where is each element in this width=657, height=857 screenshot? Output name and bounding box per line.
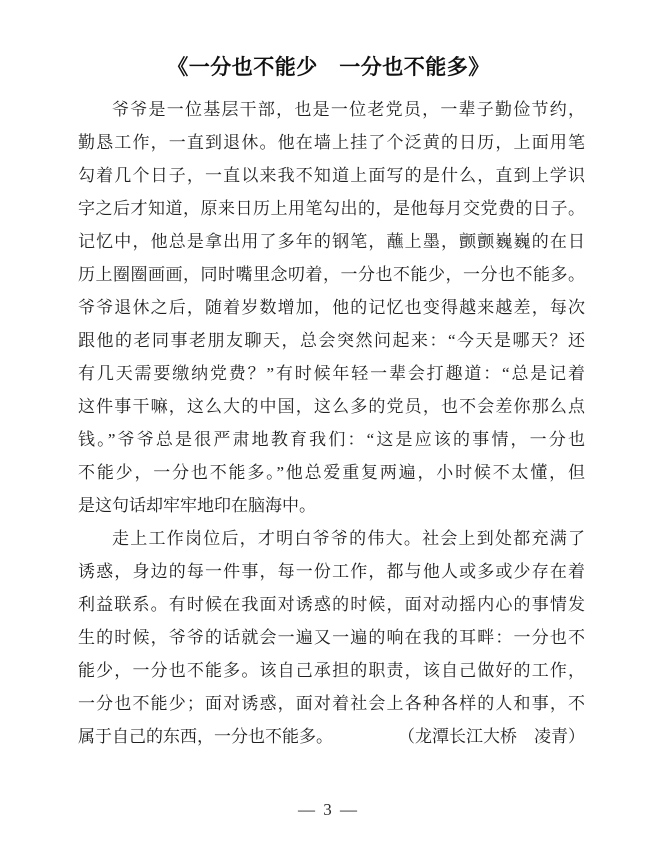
text-line: 勤恳工作，一直到退休。他在墙上挂了个泛黄的日历，上面用笔	[78, 133, 585, 152]
document-body	[78, 93, 585, 753]
text-line: 能少，一分也不能多。该自己承担的职责，该自己做好的工作，	[78, 661, 585, 680]
text-line: 是这句话却牢牢地印在脑海中。	[78, 496, 316, 515]
paragraph-1	[78, 93, 585, 522]
closing-line	[78, 720, 585, 753]
document-title: 《一分也不能少 一分也不能多》	[167, 56, 490, 79]
paragraph-2	[78, 522, 585, 753]
page-number: — 3 —	[298, 800, 359, 819]
text-line: 钱。”爷爷总是很严肃地教育我们：“这是应该的事情，一分也	[78, 430, 585, 449]
text-line: 爷爷退休之后，随着岁数增加，他的记忆也变得越来越差，每次	[78, 298, 585, 317]
text-line: 利益联系。有时候在我面对诱惑的时候，面对动摇内心的事情发	[78, 595, 585, 614]
text-line: 诱惑，身边的每一件事，每一份工作，都与他人或多或少存在着	[78, 562, 585, 581]
closing-text: 属于自己的东西，一分也不能多。	[78, 727, 333, 746]
text-line: 记忆中，他总是拿出用了多年的钢笔，蘸上墨，颤颤巍巍的在日	[78, 232, 585, 251]
text-line: 字之后才知道，原来日历上用笔勾出的，是他每月交党费的日子。	[78, 199, 585, 218]
text-line: 有几天需要缴纳党费？”有时候年轻一辈会打趣道：“总是记着	[78, 364, 585, 383]
text-line: 这件事干嘛，这么大的中国，这么多的党员，也不会差你那么点	[78, 397, 585, 416]
text-line: 走上工作岗位后，才明白爷爷的伟大。社会上到处都充满了	[112, 529, 585, 548]
author-attribution: （龙潭长江大桥 凌青）	[398, 727, 585, 746]
text-line: 历上圈圈画画，同时嘴里念叨着，一分也不能少，一分也不能多。	[78, 265, 585, 284]
text-line: 不能少，一分也不能多。”他总爱重复两遍，小时候不太懂，但	[78, 463, 585, 482]
text-line: 跟他的老同事老朋友聊天，总会突然问起来：“今天是哪天？还	[78, 331, 585, 350]
text-line: 勾着几个日子，一直以来我不知道上面写的是什么，直到上学识	[78, 166, 585, 185]
text-line: 生的时候，爷爷的话就会一遍又一遍的响在我的耳畔：一分也不	[78, 628, 585, 647]
text-line: 爷爷是一位基层干部，也是一位老党员，一辈子勤俭节约，	[112, 100, 585, 119]
text-line: 一分也不能少；面对诱惑，面对着社会上各种各样的人和事，不	[78, 694, 585, 713]
